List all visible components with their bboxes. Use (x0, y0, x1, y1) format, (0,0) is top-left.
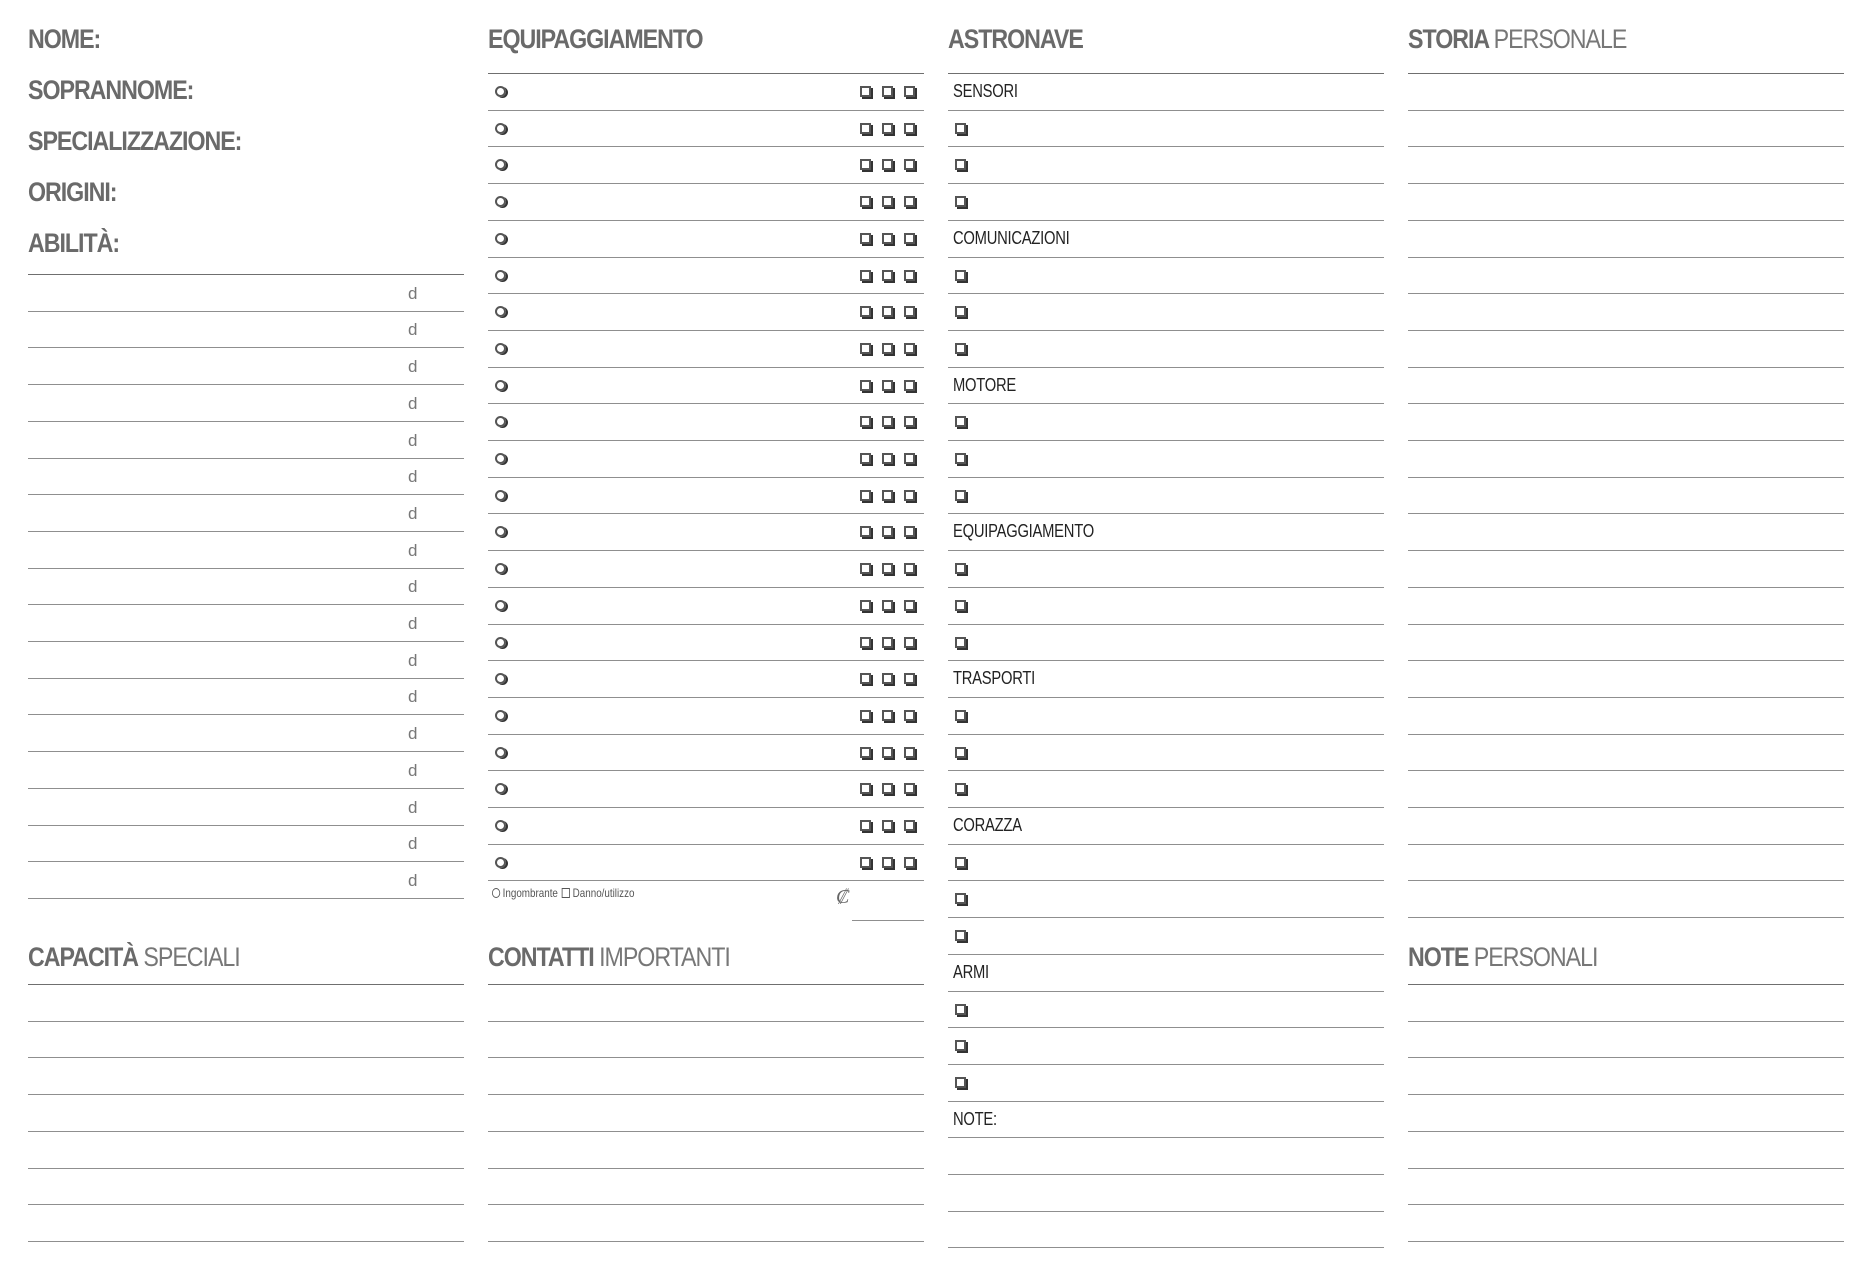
notes-line[interactable] (1408, 1131, 1844, 1132)
ship-section-label: EQUIPAGGIAMENTO (953, 521, 1094, 542)
ship-row-line[interactable] (948, 403, 1384, 404)
bulky-circle-icon[interactable] (495, 857, 506, 868)
checkbox-icon[interactable] (860, 159, 871, 170)
legend-damage-label: Danno/utilizzo (572, 886, 635, 900)
checkbox-icon[interactable] (882, 123, 893, 134)
checkbox-icon[interactable] (904, 306, 915, 317)
checkbox-icon[interactable] (904, 490, 915, 501)
notes-title (1408, 942, 1597, 973)
ship-checkbox-icon[interactable] (955, 893, 966, 904)
ability-die-marker: d (408, 760, 418, 780)
name-field-label: NOME: (28, 24, 101, 54)
ability-die-marker: d (408, 503, 418, 523)
bulky-circle-icon[interactable] (495, 673, 506, 684)
equipment-row-line[interactable] (488, 257, 924, 258)
ship-row-line[interactable] (948, 587, 1384, 588)
ability-row-line[interactable] (28, 751, 464, 752)
history-title-bold: STORIA (1408, 24, 1489, 54)
ship-row-line[interactable] (948, 844, 1384, 845)
ship-checkbox-icon[interactable] (955, 710, 966, 721)
checkbox-icon[interactable] (904, 857, 915, 868)
ability-row-line[interactable] (28, 678, 464, 679)
ship-row-line[interactable] (948, 513, 1384, 514)
ability-die-marker: d (408, 283, 418, 303)
special-line[interactable] (28, 1204, 464, 1205)
checkbox-icon[interactable] (860, 563, 871, 574)
checkbox-icon[interactable] (882, 453, 893, 464)
history-line[interactable] (1408, 880, 1844, 881)
ship-row-line[interactable] (948, 477, 1384, 478)
origins-field-label: ORIGINI: (28, 177, 117, 207)
ability-row-line[interactable] (28, 641, 464, 642)
contact-line[interactable] (488, 1021, 924, 1022)
ship-row-line[interactable] (948, 991, 1384, 992)
history-line[interactable] (1408, 146, 1844, 147)
ship-section-label: CORAZZA (953, 815, 1022, 835)
ship-checkbox-icon[interactable] (955, 453, 966, 464)
ship-section-label: TRASPORTI (953, 668, 1035, 689)
bulky-circle-icon[interactable] (495, 747, 506, 758)
checkbox-icon[interactable] (860, 637, 871, 648)
checkbox-icon[interactable] (904, 86, 915, 97)
checkbox-icon[interactable] (904, 453, 915, 464)
bulky-circle-icon[interactable] (495, 490, 506, 501)
history-line[interactable] (1408, 293, 1844, 294)
checkbox-icon[interactable] (904, 270, 915, 281)
ship-section-label: MOTORE (953, 374, 1017, 395)
history-title-light: PERSONALE (1493, 24, 1627, 54)
checkbox-icon[interactable] (882, 710, 893, 721)
ship-section-label: ARMI (953, 961, 989, 982)
ship-checkbox-icon[interactable] (955, 196, 966, 207)
checkbox-icon[interactable] (882, 343, 893, 354)
ship-notes-line[interactable] (948, 1247, 1384, 1248)
bulky-circle-icon[interactable] (495, 380, 506, 391)
equipment-row-line[interactable] (488, 660, 924, 661)
equipment-row-line[interactable] (488, 477, 924, 478)
equipment-row-line[interactable] (488, 807, 924, 808)
checkbox-icon[interactable] (882, 233, 893, 244)
ship-section-label: SENSORI (953, 81, 1018, 101)
ship-row-line[interactable] (948, 880, 1384, 881)
specialization-field-label: SPECIALIZZAZIONE: (28, 126, 242, 156)
ability-row-line[interactable] (28, 384, 464, 385)
bulky-circle-icon[interactable] (495, 159, 506, 170)
ship-notes-line[interactable] (948, 1137, 1384, 1138)
ship-checkbox-icon[interactable] (955, 857, 966, 868)
equipment-row-line[interactable] (488, 403, 924, 404)
checkbox-icon[interactable] (882, 783, 893, 794)
checkbox-icon[interactable] (904, 783, 915, 794)
history-line[interactable] (1408, 550, 1844, 551)
checkbox-icon[interactable] (882, 600, 893, 611)
history-line[interactable] (1408, 844, 1844, 845)
history-line[interactable] (1408, 220, 1844, 221)
equipment-row-line[interactable] (488, 734, 924, 735)
ability-die-marker: d (408, 430, 418, 450)
ship-row-line[interactable] (948, 110, 1384, 111)
special-line[interactable] (28, 1168, 464, 1169)
checkbox-icon[interactable] (882, 380, 893, 391)
notes-title-light: PERSONALI (1473, 942, 1598, 972)
checkbox-icon[interactable] (904, 820, 915, 831)
ability-row-line[interactable] (28, 568, 464, 569)
equipment-row-line[interactable] (488, 220, 924, 221)
ship-row-line[interactable] (948, 954, 1384, 955)
ship-checkbox-icon[interactable] (955, 1077, 966, 1088)
ability-row-line[interactable] (28, 604, 464, 605)
notes-line[interactable] (1408, 1021, 1844, 1022)
history-line[interactable] (1408, 257, 1844, 258)
ship-row-line[interactable] (948, 624, 1384, 625)
ship-row-line[interactable] (948, 1027, 1384, 1028)
bulky-circle-icon[interactable] (495, 637, 506, 648)
history-line[interactable] (1408, 477, 1844, 478)
checkbox-icon[interactable] (904, 637, 915, 648)
ship-section-label: COMUNICAZIONI (953, 227, 1070, 248)
bulky-circle-icon[interactable] (495, 416, 506, 427)
contact-line[interactable] (488, 1241, 924, 1242)
history-line[interactable] (1408, 403, 1844, 404)
checkbox-icon[interactable] (882, 416, 893, 427)
history-line[interactable] (1408, 73, 1844, 74)
damage-square-icon (562, 888, 570, 898)
ship-top-rule[interactable] (948, 73, 1384, 74)
checkbox-icon[interactable] (904, 600, 915, 611)
checkbox-icon[interactable] (882, 820, 893, 831)
ship-row-line[interactable] (948, 1101, 1384, 1102)
ship-row-line[interactable] (948, 220, 1384, 221)
checkbox-icon[interactable] (882, 86, 893, 97)
ship-checkbox-icon[interactable] (955, 930, 966, 941)
history-line[interactable] (1408, 624, 1844, 625)
bulky-circle-icon[interactable] (495, 86, 506, 97)
history-title (1408, 24, 1626, 55)
ship-notes-line[interactable] (948, 1174, 1384, 1175)
checkbox-icon[interactable] (904, 416, 915, 427)
ship-checkbox-icon[interactable] (955, 123, 966, 134)
ability-row-line[interactable] (28, 825, 464, 826)
bulky-circle-icon[interactable] (495, 600, 506, 611)
ability-row-line[interactable] (28, 311, 464, 312)
ability-die-marker: d (408, 650, 418, 670)
checkbox-icon[interactable] (904, 343, 915, 354)
ability-die-marker: d (408, 320, 418, 340)
ability-row-line[interactable] (28, 347, 464, 348)
ability-row-line[interactable] (28, 714, 464, 715)
bulky-circle-icon[interactable] (495, 563, 506, 574)
special-line[interactable] (28, 1241, 464, 1242)
ability-die-marker: d (408, 797, 418, 817)
ship-checkbox-icon[interactable] (955, 783, 966, 794)
ship-row-line[interactable] (948, 697, 1384, 698)
bulky-circle-icon[interactable] (495, 233, 506, 244)
ability-die-marker: d (408, 687, 418, 707)
ability-die-marker: d (408, 870, 418, 890)
ship-row-line[interactable] (948, 807, 1384, 808)
ship-row-line[interactable] (948, 367, 1384, 368)
checkbox-icon[interactable] (860, 86, 871, 97)
history-line[interactable] (1408, 734, 1844, 735)
history-line[interactable] (1408, 660, 1844, 661)
special-line[interactable] (28, 1131, 464, 1132)
special-abilities-title (28, 942, 240, 973)
checkbox-icon[interactable] (860, 270, 871, 281)
bulky-circle-icon[interactable] (495, 270, 506, 281)
special-line[interactable] (28, 984, 464, 985)
history-line[interactable] (1408, 807, 1844, 808)
history-line[interactable] (1408, 587, 1844, 588)
equipment-row-line[interactable] (488, 367, 924, 368)
checkbox-icon[interactable] (882, 306, 893, 317)
bulky-circle-icon[interactable] (495, 710, 506, 721)
history-line[interactable] (1408, 440, 1844, 441)
abilities-top-rule[interactable] (28, 274, 464, 275)
ship-checkbox-icon[interactable] (955, 1004, 966, 1015)
equipment-column (488, 0, 924, 1265)
ability-row-line[interactable] (28, 421, 464, 422)
contacts-title-bold: CONTATTI (488, 942, 594, 972)
ship-checkbox-icon[interactable] (955, 600, 966, 611)
checkbox-icon[interactable] (860, 747, 871, 758)
ship-checkbox-icon[interactable] (955, 270, 966, 281)
ship-row-line[interactable] (948, 734, 1384, 735)
history-line[interactable] (1408, 110, 1844, 111)
checkbox-icon[interactable] (904, 123, 915, 134)
checkbox-icon[interactable] (904, 233, 915, 244)
ship-checkbox-icon[interactable] (955, 747, 966, 758)
checkbox-icon[interactable] (860, 343, 871, 354)
bulky-circle-icon[interactable] (495, 526, 506, 537)
ability-die-marker: d (408, 393, 418, 413)
equipment-row-line[interactable] (488, 587, 924, 588)
ability-row-line[interactable] (28, 494, 464, 495)
checkbox-icon[interactable] (860, 490, 871, 501)
ship-checkbox-icon[interactable] (955, 159, 966, 170)
equipment-legend (492, 886, 634, 900)
nickname-field-label: SOPRANNOME: (28, 75, 194, 105)
equipment-row-line[interactable] (488, 146, 924, 147)
ability-row-line[interactable] (28, 458, 464, 459)
bulky-circle-icon[interactable] (495, 123, 506, 134)
checkbox-icon[interactable] (860, 857, 871, 868)
ability-die-marker: d (408, 614, 418, 633)
checkbox-icon[interactable] (882, 490, 893, 501)
checkbox-icon[interactable] (904, 673, 915, 684)
ship-checkbox-icon[interactable] (955, 637, 966, 648)
checkbox-icon[interactable] (904, 710, 915, 721)
ability-die-marker: d (408, 834, 418, 854)
ability-row-line[interactable] (28, 898, 464, 899)
ship-row-line[interactable] (948, 1064, 1384, 1065)
ship-row-line[interactable] (948, 330, 1384, 331)
ability-row-line[interactable] (28, 861, 464, 862)
ship-row-line[interactable] (948, 183, 1384, 184)
contact-line[interactable] (488, 1094, 924, 1095)
notes-title-bold: NOTE (1408, 942, 1469, 972)
ability-row-line[interactable] (28, 788, 464, 789)
contact-line[interactable] (488, 1168, 924, 1169)
checkbox-icon[interactable] (860, 600, 871, 611)
contact-line[interactable] (488, 1131, 924, 1132)
checkbox-icon[interactable] (882, 747, 893, 758)
ship-checkbox-icon[interactable] (955, 1040, 966, 1051)
checkbox-icon[interactable] (860, 820, 871, 831)
checkbox-icon[interactable] (860, 123, 871, 134)
checkbox-icon[interactable] (904, 747, 915, 758)
bulky-circle-icon[interactable] (495, 820, 506, 831)
character-column (28, 0, 464, 1265)
credits-line[interactable] (852, 920, 924, 921)
contact-line[interactable] (488, 1057, 924, 1058)
equipment-row-line[interactable] (488, 697, 924, 698)
checkbox-icon[interactable] (860, 196, 871, 207)
notes-line[interactable] (1408, 1168, 1844, 1169)
bulky-circle-icon[interactable] (495, 343, 506, 354)
ability-row-line[interactable] (28, 531, 464, 532)
ship-row-line[interactable] (948, 770, 1384, 771)
notes-line[interactable] (1408, 1241, 1844, 1242)
history-line[interactable] (1408, 183, 1844, 184)
special-line[interactable] (28, 1057, 464, 1058)
ship-column (948, 0, 1384, 1265)
history-line[interactable] (1408, 697, 1844, 698)
ship-row-line[interactable] (948, 146, 1384, 147)
checkbox-icon[interactable] (860, 380, 871, 391)
equipment-row-line[interactable] (488, 880, 924, 881)
checkbox-icon[interactable] (860, 453, 871, 464)
ability-die-marker: d (408, 540, 418, 560)
checkbox-icon[interactable] (882, 526, 893, 537)
ship-title: ASTRONAVE (948, 24, 1083, 54)
bulky-circle-icon[interactable] (495, 196, 506, 207)
equipment-title: EQUIPAGGIAMENTO (488, 24, 703, 54)
equipment-row-line[interactable] (488, 183, 924, 184)
notes-line[interactable] (1408, 984, 1844, 985)
checkbox-icon[interactable] (904, 196, 915, 207)
legend-bulky-label: Ingombrante (502, 886, 558, 900)
equipment-row-line[interactable] (488, 550, 924, 551)
equipment-row-line[interactable] (488, 513, 924, 514)
ship-row-line[interactable] (948, 293, 1384, 294)
contacts-title (488, 942, 730, 973)
ability-die-marker: d (408, 357, 418, 377)
checkbox-icon[interactable] (904, 526, 915, 537)
ship-checkbox-icon[interactable] (955, 343, 966, 354)
contacts-title-light: IMPORTANTI (599, 942, 730, 972)
checkbox-icon[interactable] (860, 673, 871, 684)
checkbox-icon[interactable] (882, 857, 893, 868)
special-title-bold: CAPACITÀ (28, 942, 138, 972)
ship-checkbox-icon[interactable] (955, 306, 966, 317)
bulky-circle-icon[interactable] (495, 453, 506, 464)
contact-line[interactable] (488, 984, 924, 985)
equipment-row-line[interactable] (488, 110, 924, 111)
ship-row-line[interactable] (948, 660, 1384, 661)
ship-row-line[interactable] (948, 440, 1384, 441)
history-line[interactable] (1408, 367, 1844, 368)
checkbox-icon[interactable] (882, 637, 893, 648)
ship-checkbox-icon[interactable] (955, 563, 966, 574)
checkbox-icon[interactable] (904, 380, 915, 391)
special-line[interactable] (28, 1021, 464, 1022)
contact-line[interactable] (488, 1204, 924, 1205)
bulky-circle-icon (492, 888, 500, 898)
notes-line[interactable] (1408, 1204, 1844, 1205)
ship-checkbox-icon[interactable] (955, 490, 966, 501)
equipment-row-line[interactable] (488, 624, 924, 625)
checkbox-icon[interactable] (860, 233, 871, 244)
equipment-row-line[interactable] (488, 330, 924, 331)
history-line[interactable] (1408, 770, 1844, 771)
checkbox-icon[interactable] (904, 563, 915, 574)
ship-checkbox-icon[interactable] (955, 416, 966, 427)
equipment-top-rule[interactable] (488, 73, 924, 74)
checkbox-icon[interactable] (860, 306, 871, 317)
ship-notes-label: NOTE: (953, 1108, 997, 1129)
credits-symbol: ₡ (836, 886, 850, 908)
notes-line[interactable] (1408, 1094, 1844, 1095)
bulky-circle-icon[interactable] (495, 306, 506, 317)
ship-row-line[interactable] (948, 550, 1384, 551)
bulky-circle-icon[interactable] (495, 783, 506, 794)
checkbox-icon[interactable] (860, 710, 871, 721)
special-line[interactable] (28, 1094, 464, 1095)
checkbox-icon[interactable] (904, 159, 915, 170)
special-title-light: SPECIALI (143, 942, 240, 972)
equipment-row-line[interactable] (488, 770, 924, 771)
ability-die-marker: d (408, 724, 418, 744)
abilities-field-label: ABILITÀ: (28, 228, 120, 258)
equipment-row-line[interactable] (488, 440, 924, 441)
equipment-row-line[interactable] (488, 293, 924, 294)
checkbox-icon[interactable] (860, 416, 871, 427)
checkbox-icon[interactable] (860, 783, 871, 794)
notes-line[interactable] (1408, 1057, 1844, 1058)
checkbox-icon[interactable] (882, 270, 893, 281)
history-line[interactable] (1408, 917, 1844, 918)
equipment-row-line[interactable] (488, 844, 924, 845)
ship-row-line[interactable] (948, 917, 1384, 918)
ship-notes-line[interactable] (948, 1211, 1384, 1212)
checkbox-icon[interactable] (882, 196, 893, 207)
checkbox-icon[interactable] (882, 159, 893, 170)
ability-die-marker: d (408, 577, 418, 597)
checkbox-icon[interactable] (860, 526, 871, 537)
checkbox-icon[interactable] (882, 673, 893, 684)
history-line[interactable] (1408, 330, 1844, 331)
checkbox-icon[interactable] (882, 563, 893, 574)
ship-row-line[interactable] (948, 257, 1384, 258)
history-column (1408, 0, 1844, 1265)
ability-die-marker: d (408, 467, 418, 487)
history-line[interactable] (1408, 513, 1844, 514)
